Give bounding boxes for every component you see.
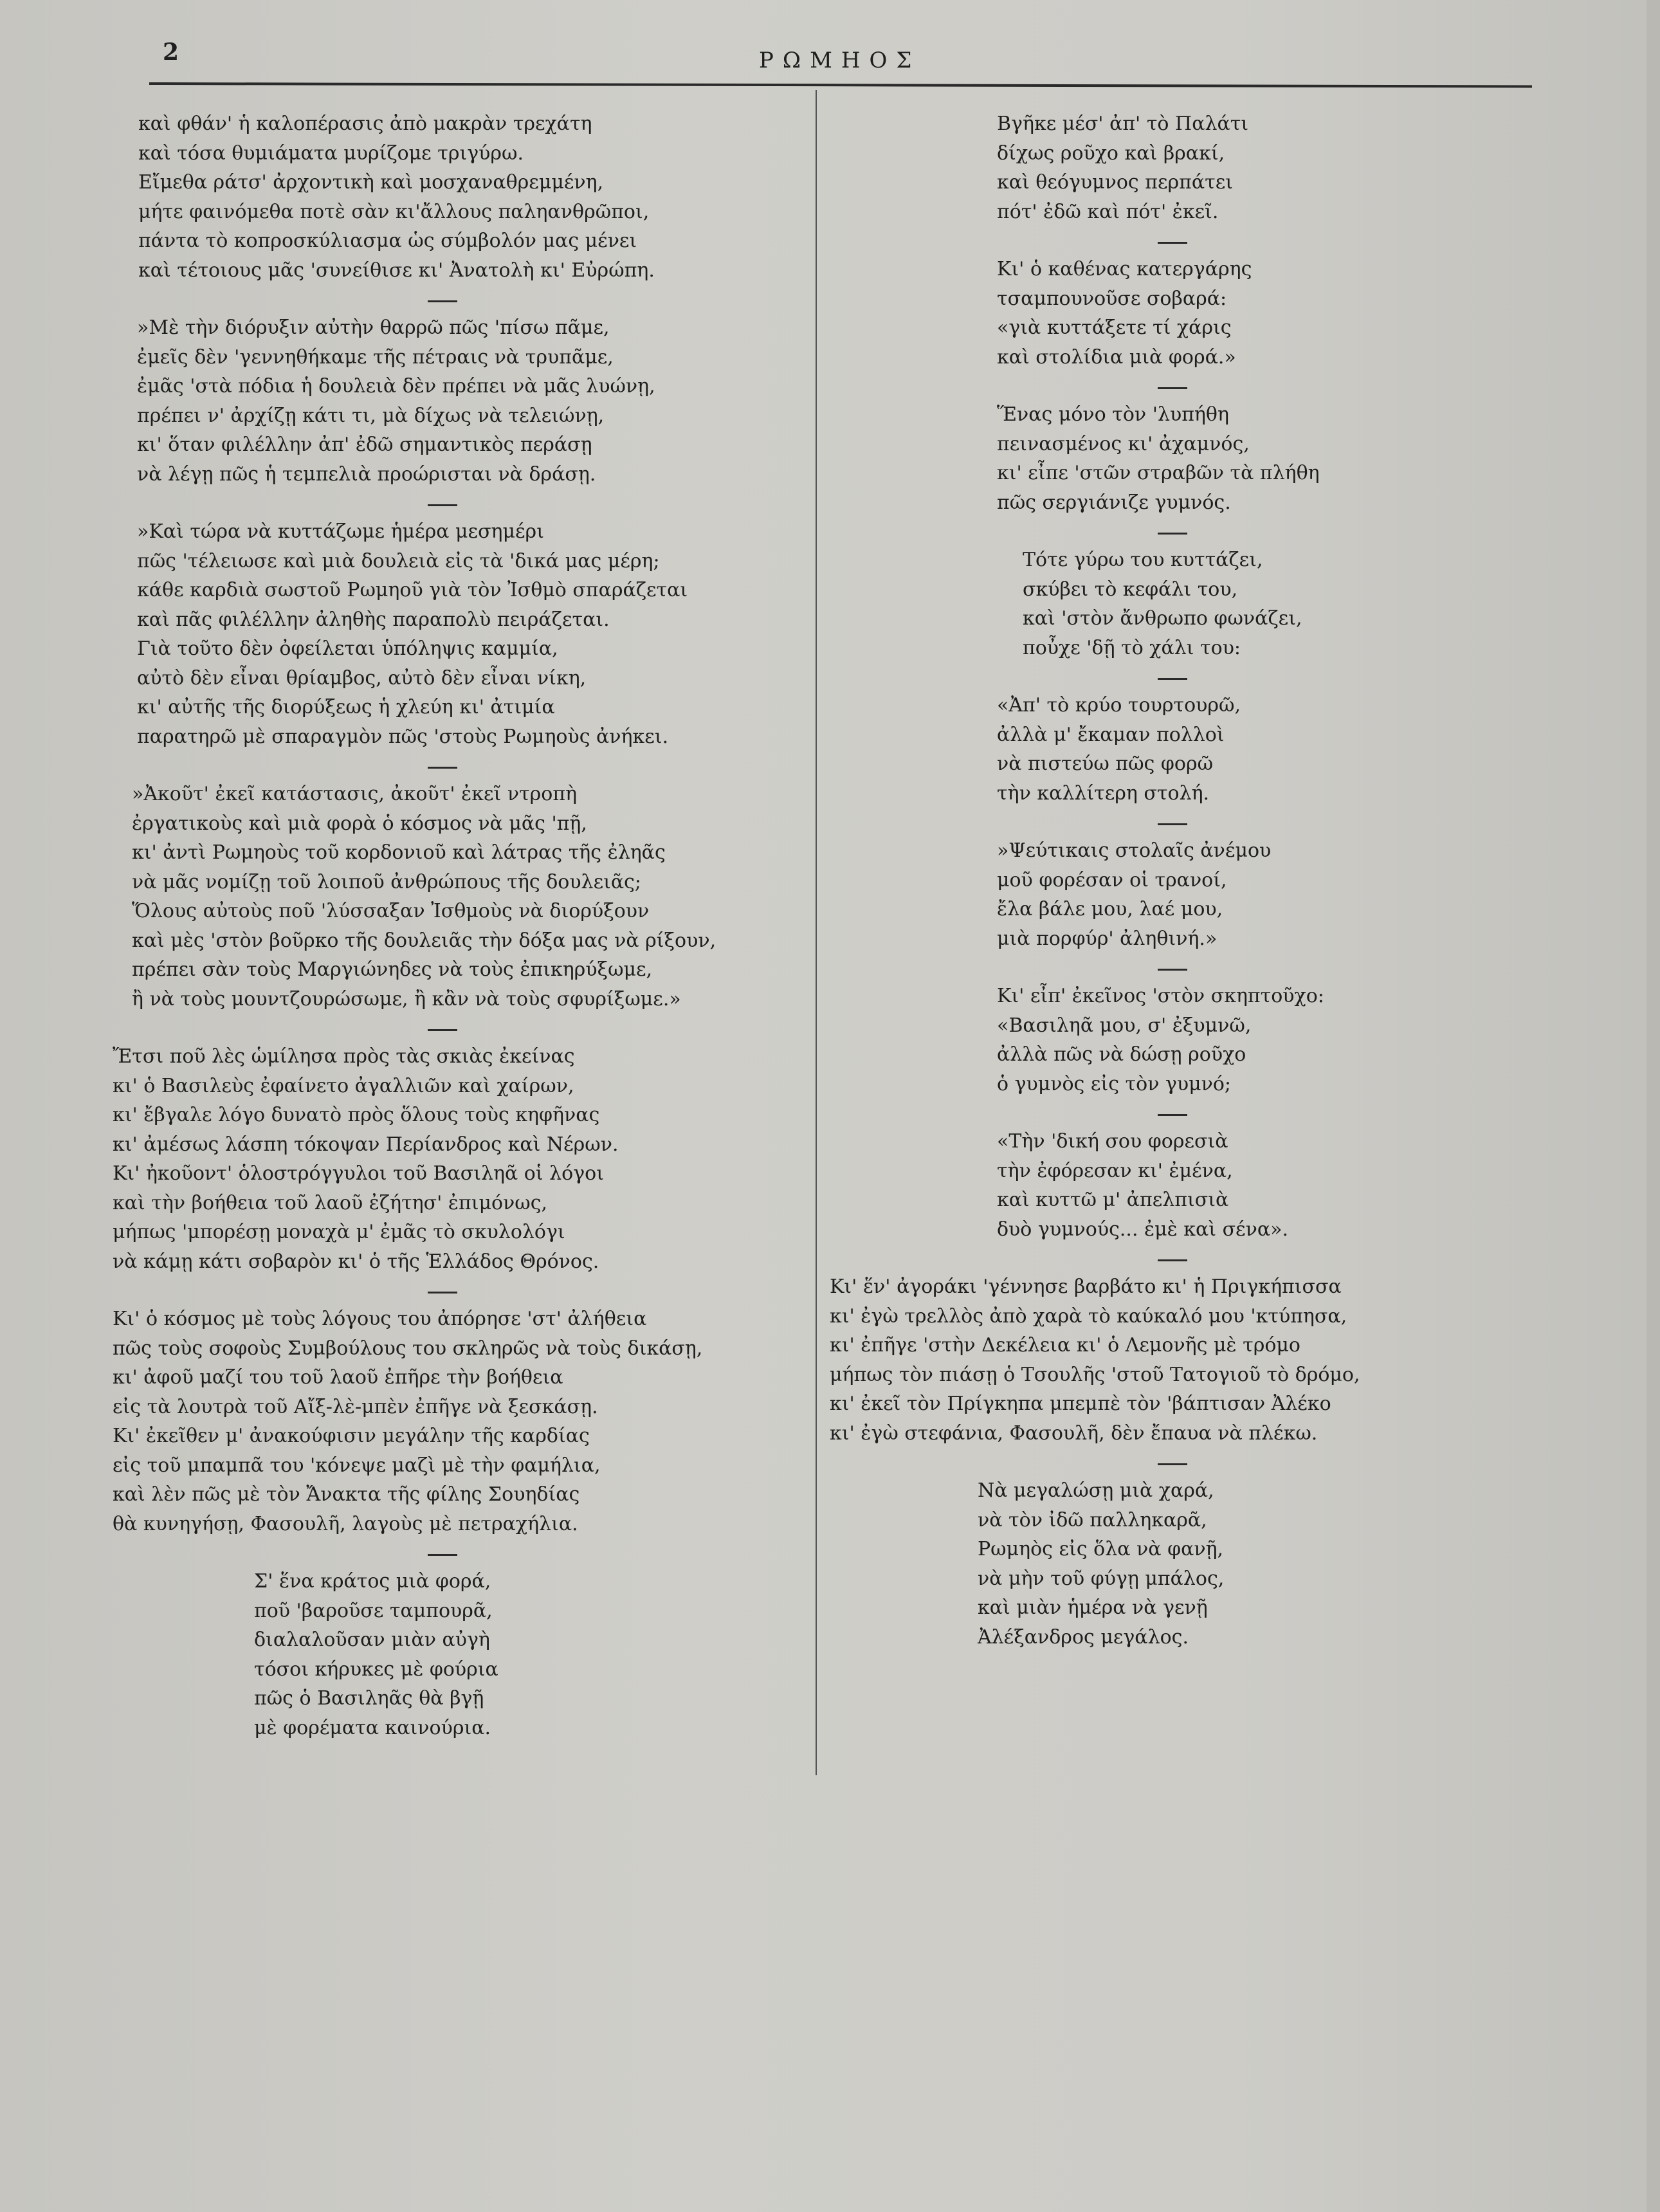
stanza xyxy=(830,545,1518,663)
right-column xyxy=(830,109,1518,1652)
adjacent-page-edge xyxy=(1646,0,1660,2212)
verse-line: πάντα τὸ κοπροσκύλιασμα ὡς σύμβολόν μας μένει xyxy=(138,230,637,252)
stanza xyxy=(830,1476,1518,1652)
verse-line: θὰ κυνηγήσῃ, Φασουλῆ, λαγοὺς μὲ πετραχήλια. xyxy=(113,1512,578,1535)
verse-line: ποῦ 'βαροῦσε ταμπουρᾶ, xyxy=(254,1599,493,1622)
verse-line: κι' ἐγὼ τρελλὸς ἀπὸ χαρὰ τὸ καύκαλό μου 'κτύπησα, xyxy=(830,1304,1347,1328)
verse-line: ἀλλὰ πῶς νὰ δώσῃ ροῦχο xyxy=(997,1043,1246,1066)
verse-line: δίχως ροῦχο καὶ βρακί, xyxy=(997,142,1225,165)
verse-line: νὰ κάμῃ κάτι σοβαρὸν κι' ὁ τῆς Ἑλλάδος Θρόνος. xyxy=(113,1250,599,1273)
verse-line: μήπως τὸν πιάσῃ ὁ Τσουλῆς 'στοῦ Τατογιοῦ τὸ δρόμο, xyxy=(830,1363,1360,1386)
stanza-separator xyxy=(830,808,1518,836)
verse-line: «Τὴν 'δική σου φορεσιὰ xyxy=(997,1130,1228,1153)
stanza xyxy=(113,1042,814,1276)
header-rule xyxy=(149,82,1532,88)
verse-line: πῶς σεργιάνιζε γυμνός. xyxy=(997,491,1231,514)
verse-line: Ὅλους αὐτοὺς ποῦ 'λύσσαξαν Ἰσθμοὺς νὰ διορύξουν xyxy=(132,900,650,922)
stanza xyxy=(830,109,1518,226)
verse-line: »Ψεύτικαις στολαῖς ἀνέμου xyxy=(997,839,1272,862)
stanza-separator xyxy=(113,1539,814,1567)
stanza-separator xyxy=(113,751,814,780)
verse-line: Ἔτσι ποῦ λὲς ὡμίλησα πρὸς τὰς σκιὰς ἐκείνας xyxy=(113,1045,575,1068)
stanza xyxy=(830,691,1518,808)
verse-line: Κι' ἠκοῦοντ' ὁλοστρόγγυλοι τοῦ Βασιληᾶ οἱ λόγοι xyxy=(113,1162,604,1185)
verse-line: Κι' εἶπ' ἐκεῖνος 'στὸν σκηπτοῦχο: xyxy=(997,985,1324,1007)
verse-line: κάθε καρδιὰ σωστοῦ Ρωμηοῦ γιὰ τὸν Ἰσθμὸ σπαράζεται xyxy=(137,579,688,601)
verse-line: «Βασιληᾶ μου, σ' ἐξυμνῶ, xyxy=(997,1014,1252,1037)
stanza-separator xyxy=(830,226,1518,255)
verse-line: τὴν καλλίτερη στολή. xyxy=(997,782,1210,805)
stanza xyxy=(113,109,814,285)
verse-line: νὰ λέγῃ πῶς ἡ τεμπελιὰ προώρισται νὰ δράσῃ. xyxy=(137,462,596,486)
verse-line: νὰ μὴν τοῦ φύγῃ μπάλος, xyxy=(978,1567,1225,1590)
stanza xyxy=(830,1127,1518,1244)
verse-line: μοῦ φορέσαν οἱ τρανοί, xyxy=(997,868,1227,891)
verse-line: κι' ἐγὼ στεφάνια, Φασουλῆ, δὲν ἔπαυα νὰ πλέκω. xyxy=(830,1421,1318,1445)
verse-line: Ἀλέξανδρος μεγάλος. xyxy=(978,1625,1189,1649)
verse-line: μήπως 'μπορέσῃ μοναχὰ μ' ἐμᾶς τὸ σκυλολόγι xyxy=(113,1221,565,1243)
verse-line: «γιὰ κυττάξετε τί χάρις xyxy=(997,316,1232,339)
verse-line: ὁ γυμνὸς εἰς τὸν γυμνό; xyxy=(997,1072,1232,1095)
verse-line: ἢ νὰ τοὺς μουντζουρώσωμε, ἢ κἂν νὰ τοὺς σφυρίξωμε.» xyxy=(132,987,681,1010)
running-title: ΡΩΜΗΟΣ xyxy=(759,48,921,73)
verse-line: μήτε φαινόμεθα ποτὲ σὰν κι'ἄλλους παληανθρῶποι, xyxy=(138,200,650,223)
verse-line: πρέπει σὰν τοὺς Μαργιώνηδες νὰ τοὺς ἐπικηρύξωμε, xyxy=(132,958,653,981)
stanza-separator xyxy=(113,285,814,313)
verse-line: κι' ἀντὶ Ρωμηοὺς τοῦ κορδονιοῦ καὶ λάτρας τῆς ἐληᾶς xyxy=(132,841,666,864)
verse-line: Κι' ὁ καθένας κατεργάρης xyxy=(997,258,1252,280)
verse-line: καὶ θεόγυμνος περπάτει xyxy=(997,171,1234,194)
stanza xyxy=(113,313,814,489)
verse-line: ἐμᾶς 'στὰ πόδια ἡ δουλειὰ δὲν πρέπει νὰ μᾶς λυώνῃ, xyxy=(137,375,655,398)
verse-line: τὴν ἐφόρεσαν κι' ἐμένα, xyxy=(997,1159,1233,1182)
stanza-separator xyxy=(830,1099,1518,1127)
verse-line: πῶς ὁ Βασιληᾶς θὰ βγῇ xyxy=(254,1687,484,1710)
verse-line: Γιὰ τοῦτο δὲν ὀφείλεται ὑπόληψις καμμία, xyxy=(137,637,558,660)
verse-line: καὶ 'στὸν ἄνθρωπο φωνάζει, xyxy=(1023,607,1302,630)
verse-line: Εἴμεθα ράτσ' ἀρχοντικὴ καὶ μοσχαναθρεμμένη, xyxy=(138,171,604,194)
stanza xyxy=(113,1567,814,1742)
column-divider xyxy=(816,90,817,1775)
verse-line: καὶ τόσα θυμιάματα μυρίζομε τριγύρω. xyxy=(138,142,524,165)
verse-line: »Μὲ τὴν διόρυξιν αὐτὴν θαρρῶ πῶς 'πίσω πᾶμε, xyxy=(137,316,610,339)
verse-line: καὶ λὲν πῶς μὲ τὸν Ἄνακτα τῆς φίλης Σουηδίας xyxy=(113,1483,580,1506)
verse-line: εἰς τοῦ μπαμπᾶ του 'κόνεψε μαζὶ μὲ τὴν φαμήλια, xyxy=(113,1454,601,1477)
verse-line: τόσοι κήρυκες μὲ φούρια xyxy=(254,1658,498,1681)
verse-line: «Ἀπ' τὸ κρύο τουρτουρῶ, xyxy=(997,694,1241,717)
verse-line: Κι' ἕν' ἀγοράκι 'γέννησε βαρβάτο κι' ἡ Πριγκήπισσα xyxy=(830,1275,1342,1298)
verse-line: κι' ὅταν φιλέλλην ἀπ' ἐδῶ σημαντικὸς περάσῃ xyxy=(137,434,592,456)
verse-line: πῶς 'τέλειωσε καὶ μιὰ δουλειὰ εἰς τὰ 'δικά μας μέρη; xyxy=(137,549,660,572)
stanza-separator xyxy=(830,1244,1518,1272)
verse-line: μιὰ πορφύρ' ἀληθινή.» xyxy=(997,927,1218,950)
verse-line: ποὖχε 'δῇ τὸ χάλι του: xyxy=(1023,636,1241,659)
stanza-separator xyxy=(830,517,1518,545)
stanza xyxy=(113,1304,814,1539)
stanza xyxy=(830,1272,1518,1448)
verse-line: ἔλα βάλε μου, λαέ μου, xyxy=(997,898,1223,920)
stanza-separator xyxy=(830,372,1518,400)
stanza-separator xyxy=(830,663,1518,691)
left-column xyxy=(113,109,814,1742)
verse-line: Σ' ἕνα κράτος μιὰ φορά, xyxy=(254,1570,491,1593)
verse-line: κι' ἀμέσως λάσπη τόκοψαν Περίανδρος καὶ Νέρων. xyxy=(113,1133,619,1156)
verse-line: Κι' ἐκεῖθεν μ' ἀνακούφισιν μεγάλην τῆς καρδίας xyxy=(113,1425,590,1447)
verse-line: ἐργατικοὺς καὶ μιὰ φορὰ ὁ κόσμος νὰ μᾶς 'πῇ, xyxy=(132,812,587,835)
verse-line: πῶς τοὺς σοφοὺς Συμβούλους του σκληρῶς νὰ τοὺς δικάσῃ, xyxy=(113,1337,703,1360)
verse-line: Ἕνας μόνο τὸν 'λυπήθη xyxy=(997,403,1229,426)
verse-line: πρέπει ν' ἀρχίζῃ κάτι τι, μὰ δίχως νὰ τελειώνῃ, xyxy=(137,404,605,427)
verse-line: Νὰ μεγαλώσῃ μιὰ χαρά, xyxy=(978,1479,1214,1502)
verse-line: νὰ πιστεύω πῶς φορῶ xyxy=(997,753,1214,775)
verse-line: καὶ τέτοιους μᾶς 'συνείθισε κι' Ἀνατολὴ κι' Εὐρώπη. xyxy=(138,259,655,282)
page-number: 2 xyxy=(163,39,179,66)
verse-line: κι' ἔβγαλε λόγο δυνατὸ πρὸς ὅλους τοὺς κηφῆνας xyxy=(113,1104,600,1126)
verse-line: καὶ μιὰν ἡμέρα νὰ γενῇ xyxy=(978,1596,1208,1619)
verse-line: Τότε γύρω του κυττάζει, xyxy=(1023,549,1263,571)
verse-line: »Καὶ τώρα νὰ κυττάζωμε ἡμέρα μεσημέρι xyxy=(137,520,544,543)
stanza-separator xyxy=(830,1448,1518,1476)
verse-line: κι' ἀφοῦ μαζί του τοῦ λαοῦ ἐπῆρε τὴν βοήθεια xyxy=(113,1366,563,1389)
verse-line: αὐτὸ δὲν εἶναι θρίαμβος, αὐτὸ δὲν εἶναι νίκη, xyxy=(137,666,587,690)
verse-line: τσαμπουνοῦσε σοβαρά: xyxy=(997,287,1227,310)
verse-line: κι' ἐκεῖ τὸν Πρίγκηπα μπεμπὲ τὸν 'βάπτισαν Ἀλέκο xyxy=(830,1393,1331,1415)
verse-line: πεινασμένος κι' ἀχαμνός, xyxy=(997,432,1250,455)
stanza xyxy=(830,255,1518,372)
verse-line: Κι' ὁ κόσμος μὲ τοὺς λόγους του ἀπόρησε 'στ' ἀλήθεια xyxy=(113,1308,647,1330)
verse-line: »Ἀκοῦτ' ἐκεῖ κατάστασις, ἀκοῦτ' ἐκεῖ ντροπὴ xyxy=(132,783,578,805)
stanza xyxy=(113,517,814,751)
verse-line: κι' εἶπε 'στῶν στραβῶν τὰ πλήθη xyxy=(997,462,1320,484)
verse-line: κι' ὁ Βασιλεὺς ἐφαίνετο ἀγαλλιῶν καὶ χαίρων, xyxy=(113,1074,574,1097)
verse-line: ἐμεῖς δὲν 'γεννηθήκαμε τῆς πέτραις νὰ τρυπᾶμε, xyxy=(137,345,614,369)
verse-line: πότ' ἐδῶ καὶ πότ' ἐκεῖ. xyxy=(997,200,1219,223)
verse-line: καὶ μὲς 'στὸν βοῦρκο τῆς δουλειᾶς τὴν δόξα μας νὰ ρίξουν, xyxy=(132,929,716,952)
verse-line: μὲ φορέματα καινούρια. xyxy=(254,1716,491,1739)
stanza xyxy=(113,780,814,1014)
verse-line: δυὸ γυμνούς... ἐμὲ καὶ σένα». xyxy=(997,1218,1288,1241)
verse-line: καὶ φθάν' ἡ καλοπέρασις ἀπὸ μακρὰν τρεχάτη xyxy=(138,113,592,135)
stanza xyxy=(830,982,1518,1099)
stanza xyxy=(830,400,1518,517)
verse-line: ἀλλὰ μ' ἔκαμαν πολλοὶ xyxy=(997,723,1225,746)
verse-line: καὶ κυττῶ μ' ἀπελπισιὰ xyxy=(997,1189,1229,1211)
verse-line: καὶ στολίδια μιὰ φορά.» xyxy=(997,345,1236,369)
verse-line: Ρωμηὸς εἰς ὅλα νὰ φανῇ, xyxy=(978,1538,1224,1560)
verse-line: κι' αὐτῆς τῆς διορύξεως ἡ χλεύη κι' ἀτιμία xyxy=(137,696,555,718)
stanza-separator xyxy=(830,953,1518,982)
verse-line: Βγῆκε μέσ' ἀπ' τὸ Παλάτι xyxy=(997,113,1249,135)
verse-line: νὰ μᾶς νομίζῃ τοῦ λοιποῦ ἀνθρώπους τῆς δουλειᾶς; xyxy=(132,870,642,893)
verse-line: κι' ἐπῆγε 'στὴν Δεκέλεια κι' ὁ Λεμονῆς μὲ τρόμο xyxy=(830,1334,1300,1357)
verse-line: εἰς τὰ λουτρὰ τοῦ Αἴξ-λὲ-μπὲν ἐπῆγε νὰ ξεσκάσῃ. xyxy=(113,1395,598,1418)
verse-line: σκύβει τὸ κεφάλι του, xyxy=(1023,578,1238,601)
verse-line: παρατηρῶ μὲ σπαραγμὸν πῶς 'στοὺς Ρωμηοὺς ἀνήκει. xyxy=(137,725,669,748)
verse-line: καὶ πᾶς φιλέλλην ἀληθὴς παραπολὺ πειράζεται. xyxy=(137,608,610,631)
stanza-separator xyxy=(113,489,814,517)
stanza-separator xyxy=(113,1014,814,1042)
verse-line: διαλαλοῦσαν μιὰν αὐγὴ xyxy=(254,1629,490,1651)
verse-line: νὰ τὸν ἰδῶ παλληκαρᾶ, xyxy=(978,1508,1207,1531)
verse-line: καὶ τὴν βοήθεια τοῦ λαοῦ ἐζήτησ' ἐπιμόνως, xyxy=(113,1191,548,1214)
stanza-separator xyxy=(113,1276,814,1304)
stanza xyxy=(830,836,1518,953)
